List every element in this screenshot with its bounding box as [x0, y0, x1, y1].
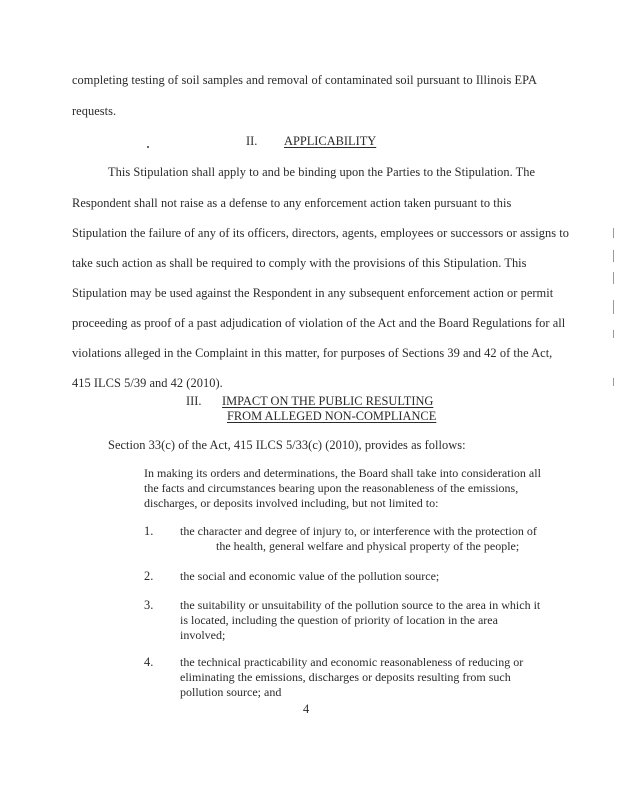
- list-item-line: eliminating the emissions, discharges or deposits resulting from such: [180, 670, 511, 684]
- paragraph-line: take such action as shall be required to comply with the provisions of this Stipulation. This: [72, 256, 527, 270]
- list-item-number: 2.: [144, 569, 154, 583]
- list-item-line: involved;: [180, 628, 226, 642]
- list-item-line: is located, including the question of priority of location in the area: [180, 613, 498, 627]
- list-item-number: 4.: [144, 655, 154, 669]
- paragraph-line: proceeding as proof of a past adjudication of violation of the Act and the Board Regulations for all: [72, 316, 566, 330]
- quote-line: the facts and circumstances bearing upon the reasonableness of the emissions,: [144, 481, 519, 495]
- list-item-line: the technical practicability and economic reasonableness of reducing or: [180, 655, 524, 669]
- list-item-line: the health, general welfare and physical property of the people;: [216, 539, 520, 553]
- scan-margin-mark: [613, 250, 614, 262]
- scan-margin-mark: [613, 300, 614, 314]
- scan-margin-mark: [613, 378, 614, 386]
- paragraph-line: Section 33(c) of the Act, 415 ILCS 5/33(c) (2010), provides as follows:: [108, 438, 466, 452]
- list-item-number: 3.: [144, 598, 154, 612]
- list-item-line: the suitability or unsuitability of the pollution source to the area in which it: [180, 598, 541, 612]
- paragraph-line: Stipulation may be used against the Respondent in any subsequent enforcement action or permit: [72, 286, 554, 300]
- scan-margin-mark: [613, 272, 614, 284]
- section-title: APPLICABILITY: [284, 134, 377, 148]
- scan-speck: [147, 146, 149, 148]
- list-item-line: pollution source; and: [180, 685, 282, 699]
- paragraph-line: completing testing of soil samples and removal of contaminated soil pursuant to Illinois EPA: [72, 73, 537, 87]
- quote-line: discharges, or deposits involved including, but not limited to:: [144, 496, 439, 510]
- section-title: IMPACT ON THE PUBLIC RESULTING: [222, 394, 434, 408]
- paragraph-line: Stipulation the failure of any of its officers, directors, agents, employees or successors or assigns to: [72, 226, 570, 240]
- quote-line: In making its orders and determinations, the Board shall take into consideration all: [144, 466, 541, 480]
- list-item-line: the character and degree of injury to, or interference with the protection of: [180, 524, 537, 538]
- list-item-number: 1.: [144, 524, 154, 538]
- section-number: II.: [246, 134, 258, 148]
- page-number: 4: [303, 702, 310, 716]
- paragraph-line: violations alleged in the Complaint in this matter, for purposes of Sections 39 and 42 of the Act,: [72, 346, 553, 360]
- section-title: FROM ALLEGED NON-COMPLIANCE: [227, 409, 437, 423]
- paragraph-line: Respondent shall not raise as a defense to any enforcement action taken pursuant to this: [72, 196, 512, 210]
- paragraph-line: This Stipulation shall apply to and be binding upon the Parties to the Stipulation. The: [108, 165, 536, 179]
- list-item-line: the social and economic value of the pollution source;: [180, 569, 440, 583]
- section-number: III.: [186, 394, 202, 408]
- scan-margin-mark: [613, 228, 614, 238]
- paragraph-line: 415 ILCS 5/39 and 42 (2010).: [72, 376, 223, 390]
- paragraph-line: requests.: [72, 104, 117, 118]
- scan-margin-mark: [613, 330, 614, 338]
